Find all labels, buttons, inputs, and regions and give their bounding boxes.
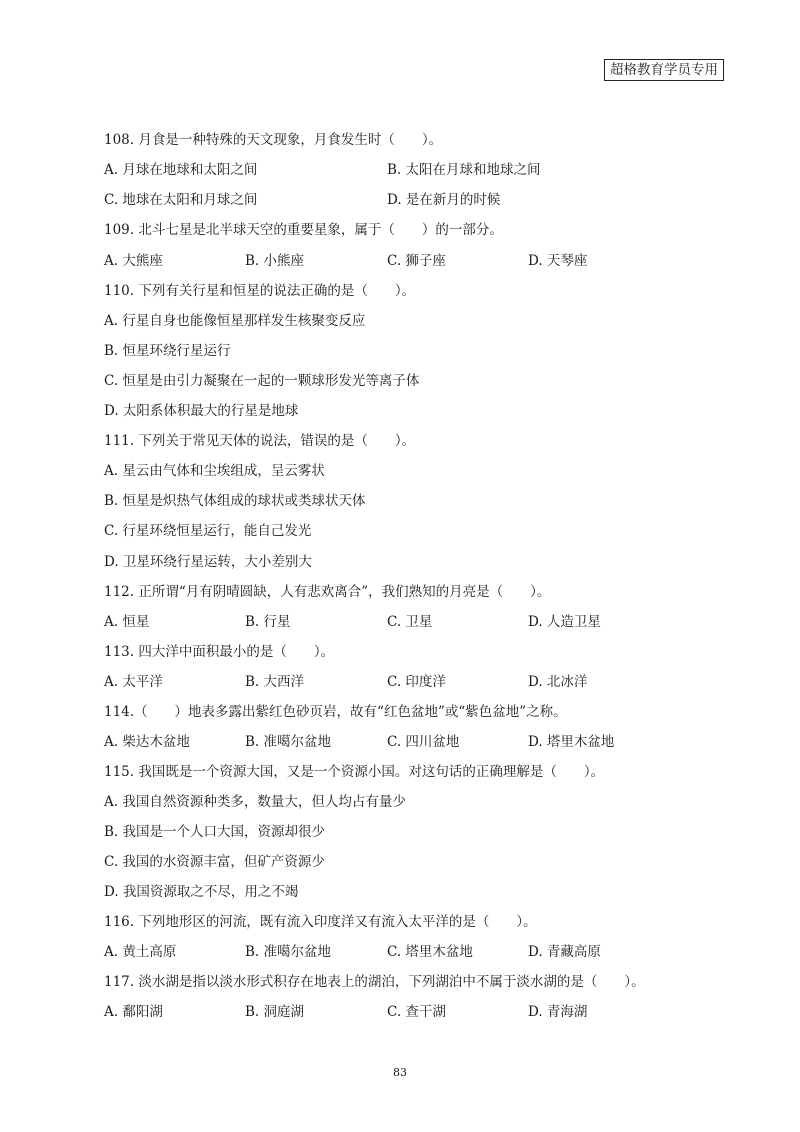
question-114-options bbox=[104, 733, 704, 751]
option-116-c: C. 塔里木盆地 bbox=[387, 944, 473, 960]
question-113-stem: 113. 四大洋中面积最小的是（ ）。 bbox=[104, 644, 335, 660]
option-111-c: C. 行星环绕恒星运行，能自己发光 bbox=[104, 523, 312, 539]
question-109-options bbox=[104, 252, 704, 270]
question-108-options-row2 bbox=[104, 191, 704, 209]
option-109-b: B. 小熊座 bbox=[245, 253, 305, 269]
option-115-d: D. 我国资源取之不尽，用之不竭 bbox=[104, 884, 299, 900]
option-108-b: B. 太阳在月球和地球之间 bbox=[387, 162, 541, 178]
page-number: 83 bbox=[393, 1066, 407, 1079]
question-112-stem: 112. 正所谓“月有阴晴圆缺，人有悲欢离合”，我们熟知的月亮是（ ）。 bbox=[104, 584, 551, 600]
option-110-c: C. 恒星是由引力凝聚在一起的一颗球形发光等离子体 bbox=[104, 373, 420, 389]
option-116-d: D. 青藏高原 bbox=[528, 944, 601, 960]
question-113-options bbox=[104, 673, 704, 691]
question-116-stem: 116. 下列地形区的河流，既有流入印度洋又有流入太平洋的是（ ）。 bbox=[104, 914, 537, 930]
option-110-a: A. 行星自身也能像恒星那样发生核聚变反应 bbox=[104, 313, 366, 329]
option-112-a: A. 恒星 bbox=[104, 614, 150, 630]
question-117-options bbox=[104, 1003, 704, 1021]
option-116-b: B. 准噶尔盆地 bbox=[245, 944, 332, 960]
option-109-a: A. 大熊座 bbox=[104, 253, 163, 269]
option-112-d: D. 人造卫星 bbox=[528, 614, 601, 630]
option-113-b: B. 大西洋 bbox=[245, 674, 305, 690]
option-113-d: D. 北冰洋 bbox=[528, 674, 588, 690]
question-110-stem: 110. 下列有关行星和恒星的说法正确的是（ ）。 bbox=[104, 283, 416, 299]
option-111-a: A. 星云由气体和尘埃组成，呈云雾状 bbox=[104, 463, 325, 479]
option-114-d: D. 塔里木盆地 bbox=[528, 734, 615, 750]
option-117-d: D. 青海湖 bbox=[528, 1004, 588, 1020]
option-113-a: A. 太平洋 bbox=[104, 674, 163, 690]
option-114-b: B. 准噶尔盆地 bbox=[245, 734, 332, 750]
option-114-c: C. 四川盆地 bbox=[387, 734, 460, 750]
question-108-stem: 108. 月食是一种特殊的天文现象，月食发生时（ ）。 bbox=[104, 132, 443, 148]
option-117-a: A. 鄱阳湖 bbox=[104, 1004, 163, 1020]
question-108-options-row1 bbox=[104, 161, 704, 179]
question-117-stem: 117. 淡水湖是指以淡水形式积存在地表上的湖泊，下列湖泊中不属于淡水湖的是（ ）。 bbox=[104, 974, 645, 990]
option-112-b: B. 行星 bbox=[245, 614, 291, 630]
option-109-c: C. 狮子座 bbox=[387, 253, 446, 269]
option-110-d: D. 太阳系体积最大的行星是地球 bbox=[104, 403, 299, 419]
option-115-b: B. 我国是一个人口大国，资源却很少 bbox=[104, 824, 326, 840]
option-108-d: D. 是在新月的时候 bbox=[387, 192, 501, 208]
option-117-b: B. 洞庭湖 bbox=[245, 1004, 305, 1020]
option-108-a: A. 月球在地球和太阳之间 bbox=[104, 162, 258, 178]
option-114-a: A. 柴达木盆地 bbox=[104, 734, 190, 750]
watermark-badge: 超格教育学员专用 bbox=[604, 59, 724, 81]
option-115-c: C. 我国的水资源丰富，但矿产资源少 bbox=[104, 854, 325, 870]
option-116-a: A. 黄土高原 bbox=[104, 944, 177, 960]
question-109-stem: 109. 北斗七星是北半球天空的重要星象，属于（ ）的一部分。 bbox=[104, 222, 503, 238]
option-110-b: B. 恒星环绕行星运行 bbox=[104, 343, 231, 359]
option-117-c: C. 查干湖 bbox=[387, 1004, 446, 1020]
option-109-d: D. 天琴座 bbox=[528, 253, 588, 269]
question-114-stem: 114.（ ）地表多露出紫红色砂页岩，故有“红色盆地”或“紫色盆地”之称。 bbox=[104, 704, 567, 720]
option-112-c: C. 卫星 bbox=[387, 614, 433, 630]
option-108-c: C. 地球在太阳和月球之间 bbox=[104, 192, 258, 208]
question-116-options bbox=[104, 943, 704, 961]
question-111-stem: 111. 下列关于常见天体的说法，错误的是（ ）。 bbox=[104, 433, 416, 449]
option-111-d: D. 卫星环绕行星运转，大小差别大 bbox=[104, 554, 312, 570]
option-113-c: C. 印度洋 bbox=[387, 674, 446, 690]
question-112-options bbox=[104, 613, 704, 631]
question-115-stem: 115. 我国既是一个资源大国，又是一个资源小国。对这句话的正确理解是（ ）。 bbox=[104, 764, 605, 780]
option-115-a: A. 我国自然资源种类多，数量大，但人均占有量少 bbox=[104, 794, 406, 810]
option-111-b: B. 恒星是炽热气体组成的球状或类球状天体 bbox=[104, 493, 366, 509]
